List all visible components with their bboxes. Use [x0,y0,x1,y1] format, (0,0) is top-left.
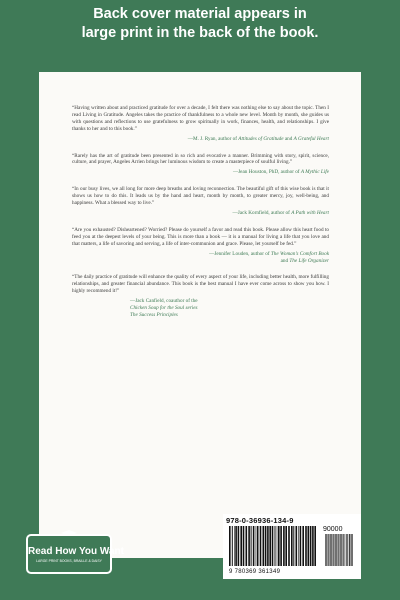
banner-line-1: Back cover material appears in [93,6,307,22]
logo-subtitle: LARGE PRINT BOOKS, BRAILLE & DAISY [36,559,102,563]
barcode-bar [275,526,276,566]
barcode-bar [269,526,271,566]
addon-bar [352,534,353,566]
quote-attribution: —Jack Canfield, coauthor of the Chicken Soup for the Soul series The Success Principles [130,298,198,318]
banner [0,0,400,50]
quote-louden [72,227,329,265]
isbn-label: 978-0-36936-134-9 [226,516,294,525]
barcode-bar [253,526,255,566]
addon-bar [331,534,332,566]
barcode-bar [235,526,237,566]
barcode-bar [278,526,280,566]
barcode-bar [302,526,304,566]
addon-bar [341,534,342,566]
quote-text: “The daily practice of gratitude will enhance the quality of every aspect of your life, including better health, more fulfilling relationships, and greater financial abundance. This book is the best manual I have ever come across to show you how. I highly recommend it!” [72,274,329,295]
back-cover-page [39,72,361,558]
barcode-bar [305,526,307,566]
barcode-bar [243,526,245,566]
barcode-bar [232,526,233,566]
barcode-bar [265,526,267,566]
graduation-cap-icon [61,530,77,537]
barcode-bar [300,526,302,566]
barcode-bar [277,526,278,566]
quote-kornfield [72,186,329,217]
quote-attribution: —Jack Kornfield, author of A Path with Heart [232,209,329,216]
addon-bar [325,534,326,566]
barcode-bar [312,526,314,566]
barcode-digits: 9 780369 361349 [229,569,281,575]
barcode-bar [238,526,240,566]
barcode-bar [285,526,287,566]
read-how-you-want-logo [26,534,124,574]
quote-canfield [72,274,329,318]
barcode-bar [257,526,259,566]
barcode [223,514,361,579]
addon-bar [333,534,334,566]
addon-bar [347,534,348,566]
barcode-bar [229,526,231,566]
barcode-bar [246,526,248,566]
addon-bar [346,534,347,566]
barcode-bar [240,526,242,566]
endorsements [72,105,329,329]
quote-attribution: —Jean Houston, PhD, author of A Mythic Life [232,169,329,176]
quote-ryan [72,105,329,143]
price-code: 90000 [323,526,343,533]
barcode-bar [308,526,310,566]
addon-bar [326,534,327,566]
barcode-bar [288,526,290,566]
addon-bar [351,534,352,566]
barcode-bar [256,526,257,566]
quote-attribution: —M. J. Ryan, author of Attitudes of Gratitude and A Grateful Heart [187,135,329,142]
barcode-bar [291,526,293,566]
logo-title: Read How You Want [28,546,124,557]
addon-bar [335,534,336,566]
quote-text: “In our busy lives, we all long for more deep breaths and loving reconnection. The beautiful gift of this wise book is that it shows us how to do this. It leads us by the hand and heart, month by month, to greater mercy, joy, well-being, and happiness. What a blessed way to live.” [72,186,329,207]
quote-text: “Are you exhausted? Disheartened? Worried? Please do yourself a favor and read this book. Please allow this heart food to feed you at the deepest levels of your being. This is more than a book — it is a manual for living a life that you love and that matters, a life of savoring and serving, a life of inter-communion and grace. Please, let yourself be fed.” [72,226,329,247]
quote-text: “Having written about and practiced gratitude for over a decade, I felt there was nothing else to say about the topic. Then I read Living in Gratitude. Angeles takes the practice of thankfulness to a whole new level. Month by month, she guides us with questions and reflections to use gratefulness to grow spiritually in work, finances, health, and relationships. I give thanks to her and to this book.” [72,105,329,132]
quote-attribution: —Jennifer Louden, author of The Woman’s Comfort Book and The Life Organizer [209,250,329,264]
barcode-bar [248,526,250,566]
barcode-bar [272,526,274,566]
barcode-bar [293,526,294,566]
barcode-bar [263,526,265,566]
addon-bar [349,534,350,566]
barcode-bar [314,526,316,566]
quote-houston [72,153,329,177]
barcode-bar [267,526,269,566]
barcode-bar [310,526,312,566]
barcode-bar [260,526,262,566]
addon-bar [340,534,341,566]
barcode-bar [283,526,285,566]
addon-bar [345,534,346,566]
quote-text: “Rarely has the art of gratitude been presented in so rich and evocative a manner. Brimming with story, spirit, science, culture, and prayer, Angeles Arrien brings her luminous wisdom to create a masterpiece of soulful living.” [72,152,329,166]
addon-bar [328,534,329,566]
barcode-bar [298,526,299,566]
addon-bar [338,534,339,566]
barcode-bar [280,526,282,566]
barcode-bar [296,526,298,566]
barcode-bar [234,526,235,566]
addon-bar [336,534,337,566]
addon-bar [343,534,344,566]
addon-bar [330,534,331,566]
barcode-bar [251,526,252,566]
banner-line-2: large print in the back of the book. [81,25,319,41]
barcode-bars [229,526,355,569]
